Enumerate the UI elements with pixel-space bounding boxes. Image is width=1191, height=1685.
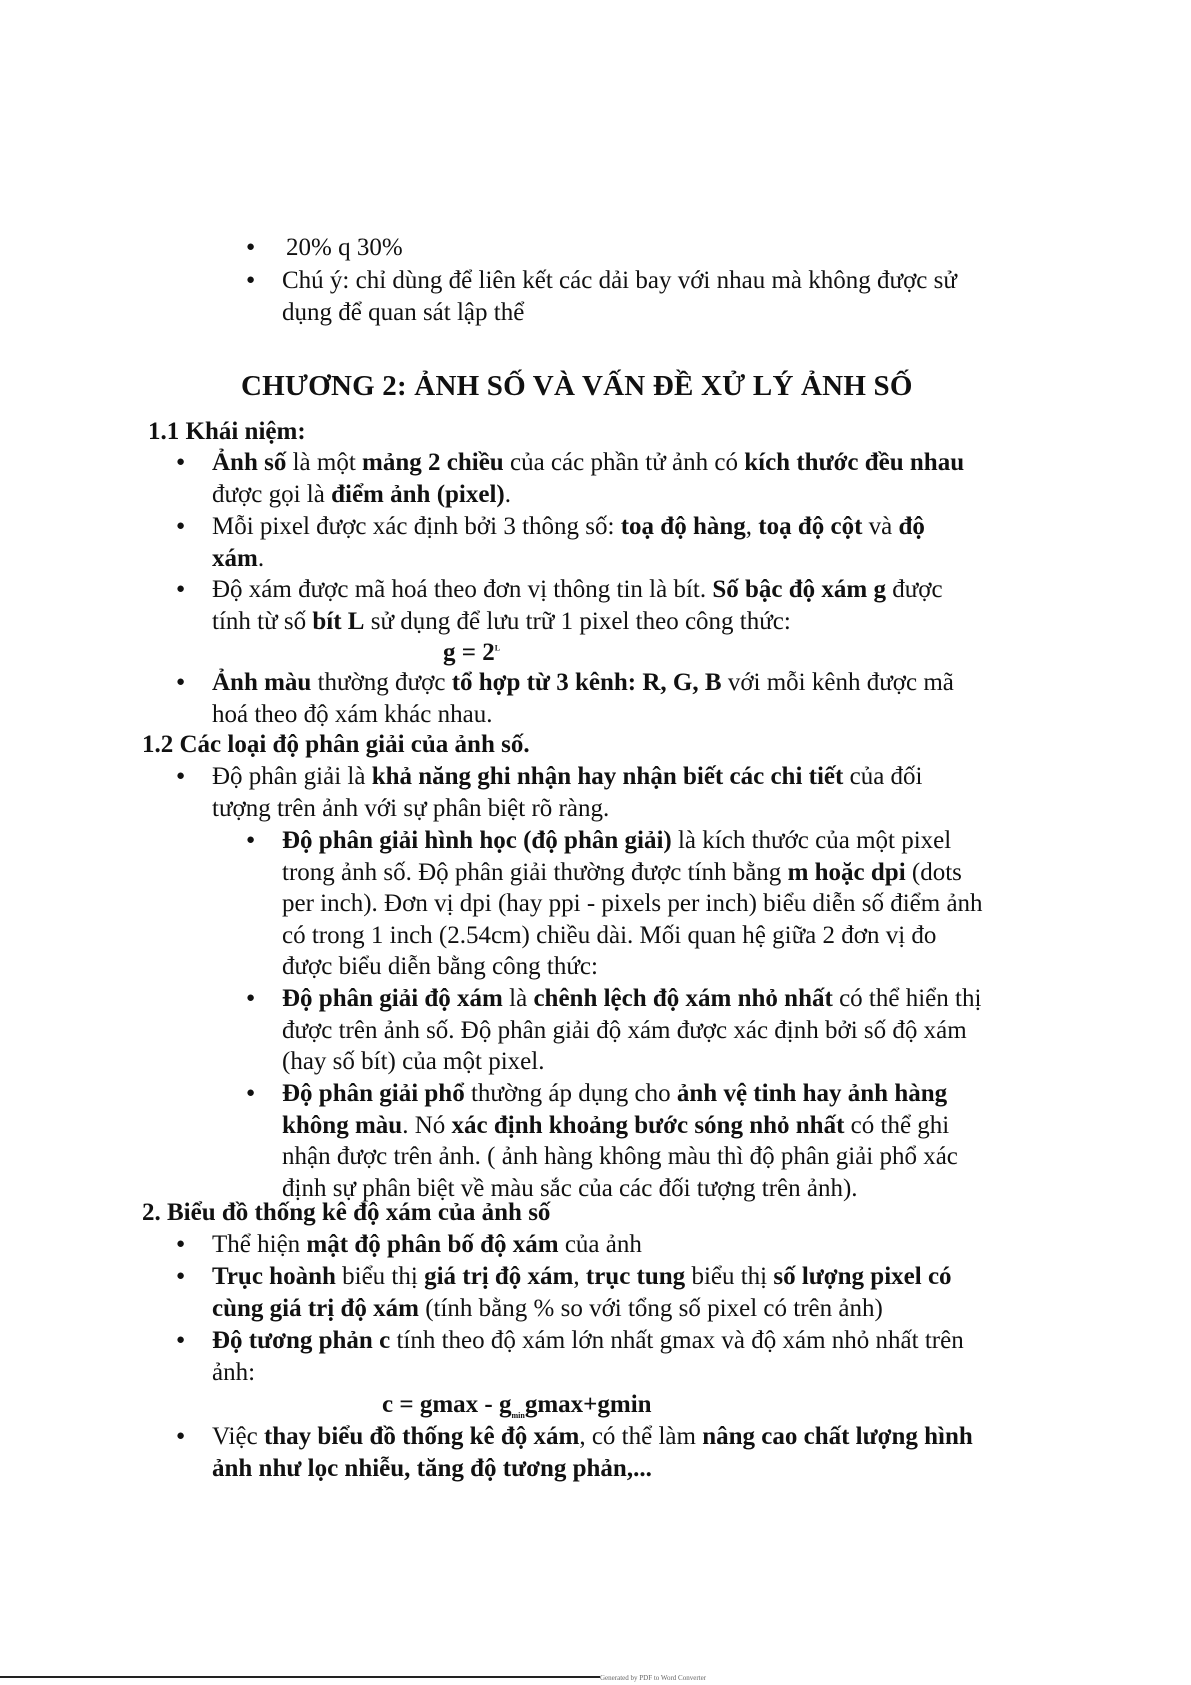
bullet-icon: ● [176,581,186,597]
bullet-icon: ● [176,518,186,534]
formula-contrast: $c = gmax - g_{min}gmax+gmin$ [382,1391,652,1420]
bullet-icon: ● [176,674,186,690]
formula-gray-levels: $g = 2^L$ [443,639,501,666]
bullet-icon: ● [246,239,256,255]
section-heading-2: 2. Biểu đồ thống kê độ xám của ảnh số [142,1199,551,1226]
bullet-icon: ● [176,768,186,784]
list-item: Việc thay biểu đồ thống kê độ xám, có thể làm nâng cao chất lượng hình ảnh như lọc nhiễu, tăng độ tương phản,... [212,1423,973,1482]
list-item-note: Chú ý: chỉ dùng để liên kết các dải bay với nhau mà không được sử dụng để quan sát lập thể [282,267,957,326]
section-heading-1-1: 1.1 Khái niệm: [148,418,306,445]
list-item: Thể hiện mật độ phân bố độ xám của ảnh [212,1231,642,1258]
bullet-icon: ● [246,832,256,848]
list-item: Độ phân giải là khả năng ghi nhận hay nhận biết các chi tiết của đối tượng trên ảnh với sự phân biệt rõ ràng. [212,763,923,822]
bullet-icon: ● [246,272,256,288]
list-item-percent: 20% q 30% [286,234,403,261]
bullet-icon: ● [246,990,256,1006]
list-item: Độ xám được mã hoá theo đơn vị thông tin là bít. Số bậc độ xám g được tính từ số bít L sử dụng để lưu trữ 1 pixel theo công thức: [212,576,943,635]
list-item: Trục hoành biểu thị giá trị độ xám, trục tung biểu thị số lượng pixel có cùng giá trị độ xám (tính bằng % so với tổng số pixel có trên ảnh) [212,1263,952,1322]
bullet-icon: ● [176,1428,186,1444]
bullet-icon: ● [176,1268,186,1284]
sub-list-item: Độ phân giải hình học (độ phân giải) là kích thước của một pixel trong ảnh số. Độ phân giải thường được tính bằng m hoặc dpi (dots per inch). Đơn vị dpi (hay ppi - pixels per inch) biểu diễn số điểm ảnh có trong 1 inch (2.54cm) chiều dài. Mối quan hệ giữa 2 đơn vị đo được biểu diễn bằng công thức: [282,827,983,980]
bullet-icon: ● [176,1236,186,1252]
section-heading-1-2: 1.2 Các loại độ phân giải của ảnh số. [142,731,530,758]
list-item: Mỗi pixel được xác định bởi 3 thông số: toạ độ hàng, toạ độ cột và độ xám. [212,513,925,572]
sub-list-item: Độ phân giải độ xám là chênh lệch độ xám nhỏ nhất có thể hiển thị được trên ảnh số. Độ phân giải độ xám được xác định bởi số độ xám (hay số bít) của một pixel. [282,985,982,1075]
bullet-icon: ● [176,454,186,470]
chapter-title: CHƯƠNG 2: ẢNH SỐ VÀ VẤN ĐỀ XỬ LÝ ẢNH SỐ [241,370,913,402]
footer-note: Generated by PDF to Word Converter [600,1674,707,1682]
footer-divider [0,1676,600,1678]
sub-list-item: Độ phân giải phổ thường áp dụng cho ảnh vệ tinh hay ảnh hàng không màu. Nó xác định khoảng bước sóng nhỏ nhất có thể ghi nhận được trên ảnh. ( ảnh hàng không màu thì độ phân giải phổ xác định sự phân biệt về màu sắc của các đối tượng trên ảnh). [282,1080,958,1202]
list-item: Ảnh màu thường được tổ hợp từ 3 kênh: R, G, B với mỗi kênh được mã hoá theo độ xám khác nhau. [212,669,954,728]
bullet-icon: ● [176,1332,186,1348]
list-item: Ảnh số là một mảng 2 chiều của các phần tử ảnh có kích thước đều nhau được gọi là điểm ảnh (pixel). [212,449,965,508]
bullet-icon: ● [246,1085,256,1101]
list-item: Độ tương phản c tính theo độ xám lớn nhất gmax và độ xám nhỏ nhất trên ảnh: [212,1327,964,1386]
